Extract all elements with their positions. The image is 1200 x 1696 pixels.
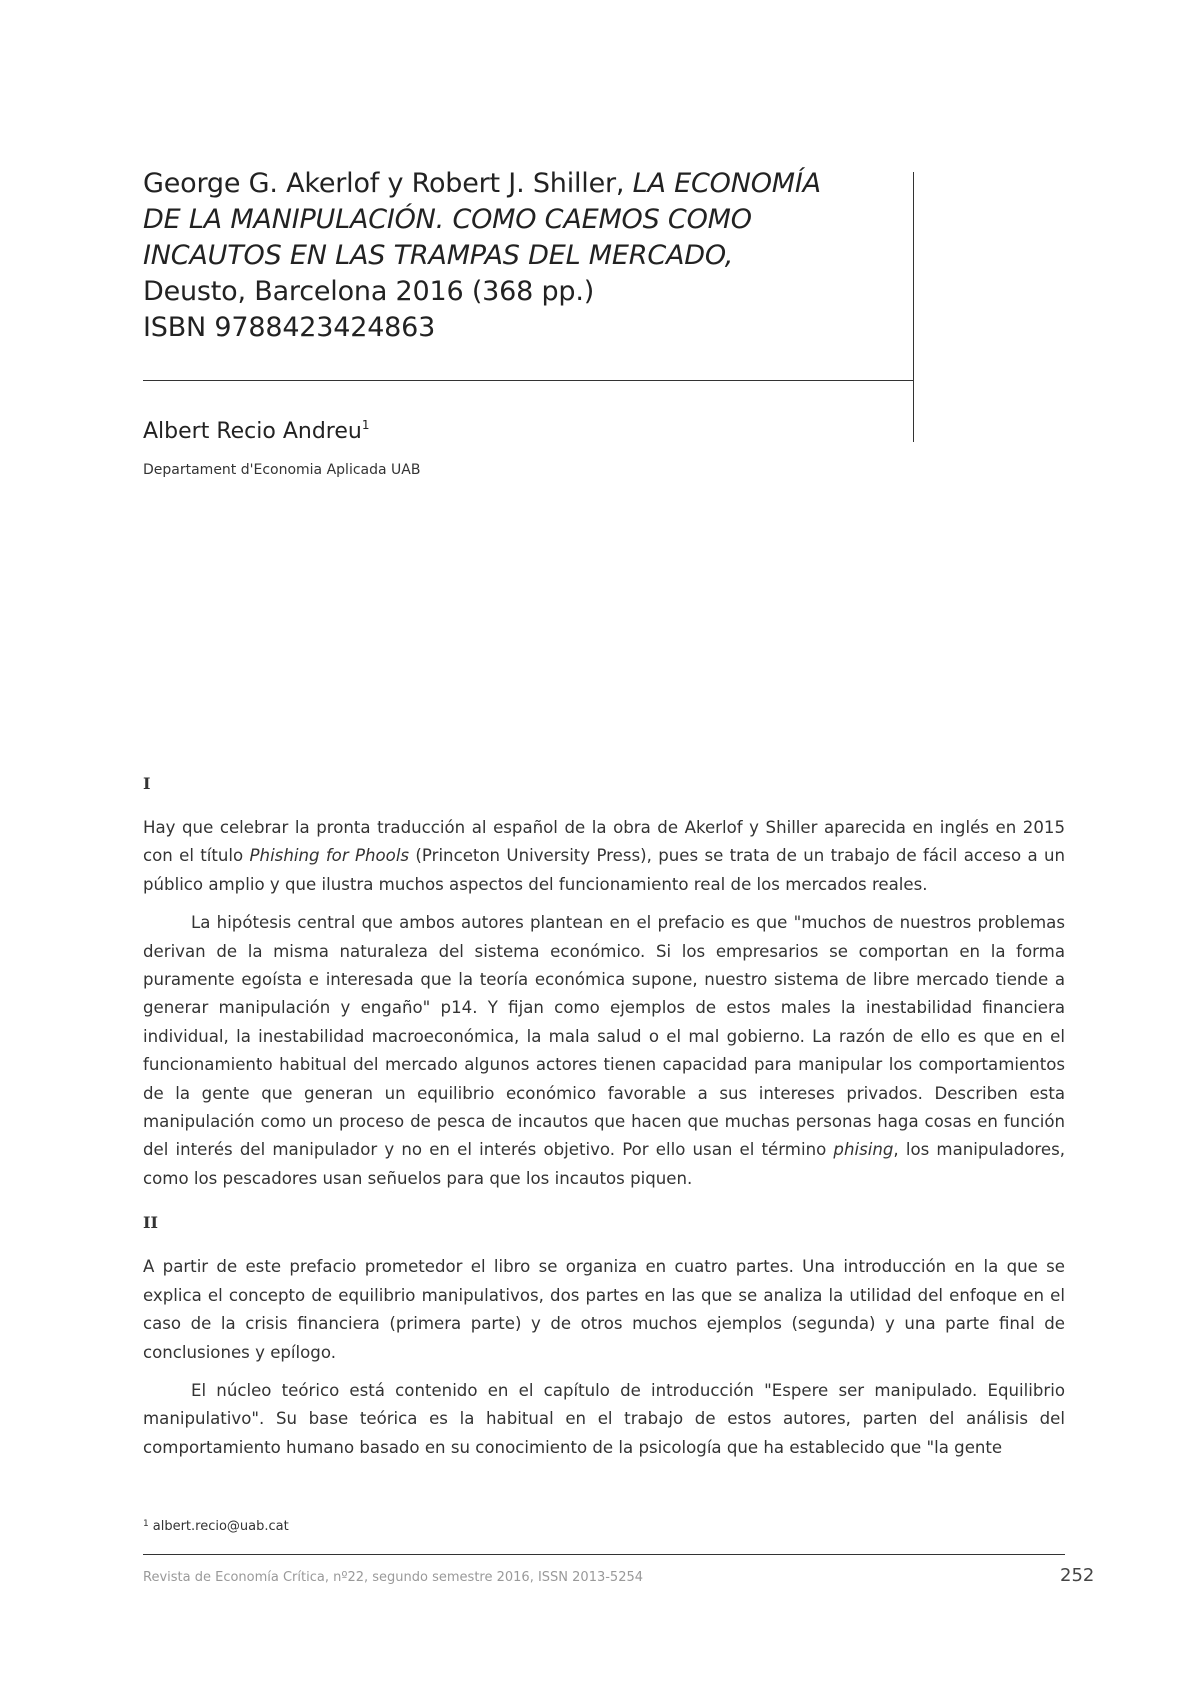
author-affiliation: Departament d'Economia Aplicada UAB [143, 462, 421, 478]
book-title-line3: INCAUTOS EN LAS TRAMPAS DEL MERCADO, [143, 240, 734, 271]
section-heading-1: I [143, 774, 151, 793]
publisher-info: Deusto, Barcelona 2016 (368 pp.) [143, 276, 595, 307]
author-name-text: Albert Recio Andreu [143, 419, 362, 444]
paragraph: Hay que celebrar la pronta traducción al español de la obra de Akerlof y Shiller aparecida en inglés en 2015 con el título Phishing for Phools (Princeton University Press), pues se trata de un trabajo de fácil acceso a un público amplio y que ilustra muchos aspectos del funcionamiento real de los mercados reales. [143, 818, 1066, 894]
paragraph: A partir de este prefacio prometedor el libro se organiza en cuatro partes. Una introducción en la que se explica el concepto de equilibrio manipulativos, dos partes en las que se analiza la utilidad del enfoque en el caso de la crisis financiera (primera parte) y de otros muchos ejemplos (segunda) y una parte final de conclusiones y epílogo. [143, 1257, 1065, 1362]
book-title-line2: DE LA MANIPULACIÓN. COMO CAEMOS COMO [143, 204, 752, 235]
footnote-email: albert.recio@uab.cat [152, 1519, 289, 1534]
title-divider [143, 380, 914, 381]
article-body [143, 770, 1065, 1472]
paragraph: La hipótesis central que ambos autores plantean en el prefacio es que "muchos de nuestros problemas derivan de la misma naturaleza del sistema económico. Si los empresarios se comportan en la forma puramente egoísta e interesada que la teoría económica supone, nuestro sistema de libre mercado tiende a generar manipulación y engaño" p14. Y fijan como ejemplos de estos males la inestabilidad financiera individual, la inestabilidad macroeconómica, la mala salud o el mal gobierno. La razón de ello es que en el funcionamiento habitual del mercado algunos actores tienen capacidad para manipular los comportamientos de la gente que generan un equilibrio económico favorable a sus intereses privados. Describen esta manipulación como un proceso de pesca de incautos que hacen que muchas personas haga cosas en función del interés del manipulador y no en el interés objetivo. Por ello usan el término phising, los manipuladores, como los pescadores usan señuelos para que los incautos piquen. [143, 913, 1065, 1188]
page-number: 252 [1060, 1565, 1095, 1586]
book-title-line1: LA ECONOMÍA [632, 168, 821, 199]
footnote [143, 1519, 289, 1534]
isbn: ISBN 9788423424863 [143, 312, 436, 343]
footnote-mark: 1 [143, 1519, 149, 1529]
paragraph: El núcleo teórico está contenido en el capítulo de introducción "Espere ser manipulado. Equilibrio manipulativo". Su base teórica es la habitual en el trabajo de estos autores, parten del análisis del comportamiento humano basado en su conocimiento de la psicología que ha establecido que "la gente [143, 1380, 1065, 1457]
footer-divider [143, 1554, 1065, 1555]
article-title-block [143, 166, 913, 346]
footer-journal-info: Revista de Economía Crítica, nº22, segundo semestre 2016, ISSN 2013-5254 [143, 1570, 644, 1585]
title-vertical-rule [913, 172, 914, 442]
title-authors: George G. Akerlof y Robert J. Shiller, [143, 168, 633, 199]
article-title [143, 166, 913, 346]
author-name [143, 418, 369, 444]
section-heading-2: II [143, 1213, 158, 1233]
author-footnote-mark: 1 [361, 418, 370, 432]
